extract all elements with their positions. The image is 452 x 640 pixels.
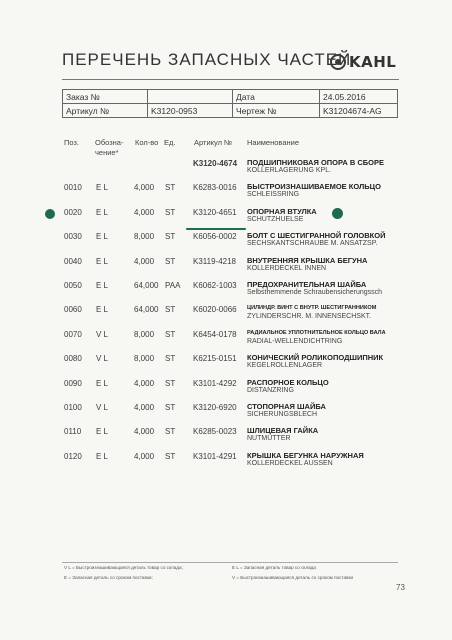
cell-name-ru: КРЫШКА БЕГУНКА НАРУЖНАЯ — [247, 450, 364, 460]
logo-text: KAHL — [349, 53, 397, 71]
cell-designation: V L — [96, 354, 109, 364]
cell-pos: 0040 — [64, 256, 82, 266]
cell-article: K3120-4674 — [193, 159, 238, 168]
cell-designation: E L — [96, 183, 109, 193]
order-value — [148, 90, 233, 104]
cell-name-ru: БОЛТ С ШЕСТИГРАННОЙ ГОЛОВКОЙ — [247, 231, 386, 241]
kahl-logo — [330, 53, 396, 71]
cell-name-de: KOLLERDECKEL INNEN — [247, 264, 327, 272]
table-row — [0, 303, 452, 325]
cell-name-de: SICHERUNGSBLECH — [247, 411, 318, 418]
page-title: ПЕРЕЧЕНЬ ЗАПАСНЫХ ЧАСТЕЙ — [62, 50, 352, 69]
cell-name-ru: БЫСТРОИЗНАШИВАЕМОЕ КОЛЬЦО — [247, 182, 381, 192]
article-label: Артикул № — [63, 104, 148, 118]
col-name: Наименование — [247, 138, 299, 147]
col-pos: Поз. — [64, 138, 79, 147]
col-article: Артикул № — [194, 138, 233, 147]
cell-article: K6062-1003 — [193, 281, 237, 290]
cell-article: K3101-4291 — [193, 451, 237, 461]
cell-article: K3120-6920 — [193, 403, 237, 412]
table-row — [0, 279, 452, 301]
cell-name-ru: ПРЕДОХРАНИТЕЛЬНАЯ ШАЙБА — [247, 280, 367, 289]
cell-unit: ST — [165, 451, 176, 461]
cell-qty: 64,000 — [134, 281, 159, 290]
cell-pos: 0060 — [64, 305, 82, 315]
cell-name-ru: ВНУТРЕННЯЯ КРЫШКА БЕГУНА — [247, 255, 368, 265]
cell-article: K6454-0178 — [193, 329, 237, 339]
cell-unit: ST — [165, 207, 176, 217]
cell-pos: 0080 — [64, 354, 82, 364]
order-label: Заказ № — [63, 90, 148, 104]
cell-article: K6056-0002 — [193, 232, 237, 242]
cell-unit: ST — [165, 256, 176, 266]
cell-name-ru: СТОПОРНАЯ ШАЙБА — [247, 402, 326, 411]
cell-designation: E L — [96, 305, 109, 315]
table-row — [0, 181, 452, 203]
cell-article: K3120-4651 — [193, 207, 237, 217]
cell-pos: 0090 — [64, 378, 82, 388]
cell-article: K6020-0066 — [193, 305, 237, 315]
cell-unit: ST — [165, 427, 176, 437]
cell-name-de: ZYLINDERSCHR. M. INNENSECHSKT. — [247, 313, 372, 321]
table-row — [0, 352, 452, 374]
cell-name-de: SECHSKANTSCHRAUBE M. ANSATZSP. — [247, 240, 378, 248]
cell-qty: 4,000 — [134, 207, 155, 217]
cell-designation: V L — [96, 329, 109, 339]
cell-article: K3101-4292 — [193, 378, 237, 388]
cell-name-de: NUTMUTTER — [247, 435, 291, 443]
cell-designation: E L — [96, 451, 109, 461]
marker-dot-right — [332, 208, 343, 219]
footnote-v: V = Быстроизнашивающаяся деталь со сроком поставки — [232, 575, 354, 580]
cell-qty: 8,000 — [134, 232, 155, 242]
page-number: 73 — [396, 583, 405, 592]
cell-unit: ST — [165, 329, 176, 339]
cell-qty: 8,000 — [134, 329, 155, 339]
col-unit: Ед. — [164, 138, 176, 147]
cell-unit: ST — [165, 183, 176, 193]
cell-qty: 4,000 — [134, 451, 155, 461]
cell-name-ru: ШЛИЦЕВАЯ ГАЙКА — [247, 426, 319, 436]
cell-article: K6285-0023 — [193, 427, 237, 437]
footer-divider — [62, 562, 398, 563]
header-divider — [62, 79, 399, 80]
cell-name-de: SCHUTZHUELSE — [247, 215, 304, 223]
cell-pos: 0070 — [64, 329, 82, 339]
cell-name-de: KOLLERLAGERUNG KPL. — [247, 167, 332, 174]
cell-article: K6283-0016 — [193, 183, 237, 193]
cell-qty: 4,000 — [134, 378, 155, 388]
cell-article: K6215-0151 — [193, 354, 237, 364]
cell-unit: ST — [165, 354, 176, 364]
cell-name-de: RADIAL-WELLENDICHTRING — [247, 337, 343, 345]
marker-underline — [186, 228, 246, 230]
table-row — [0, 450, 452, 472]
cell-name-ru: РАДИАЛЬНОЕ УПЛОТНИТЕЛЬНОЕ КОЛЬЦО ВАЛА — [247, 329, 386, 336]
table-row — [0, 157, 452, 179]
cell-designation: E L — [96, 232, 109, 242]
marker-dot-left — [45, 209, 55, 219]
date-value: 24.05.2016 — [320, 90, 398, 104]
col-qty: Кол-во — [135, 138, 159, 147]
table-row — [0, 328, 452, 350]
footnote-e: E = Запасная деталь со сроком поставки; — [64, 575, 153, 580]
cell-designation: E L — [96, 207, 109, 217]
cell-name-de: DISTANZRING — [247, 386, 294, 394]
cell-designation: E L — [96, 256, 109, 266]
cell-name-de: KOLLERDECKEL AUSSEN — [247, 459, 333, 467]
article-value: K3120-0953 — [148, 104, 233, 118]
cell-pos: 0010 — [64, 183, 82, 193]
cell-designation: E L — [96, 281, 109, 290]
cell-qty: 4,000 — [134, 183, 155, 193]
cell-pos: 0050 — [64, 281, 82, 290]
col-designation: Обозна- чение* — [95, 138, 124, 157]
cell-name-ru: ПОДШИПНИКОВАЯ ОПОРА В СБОРЕ — [247, 158, 384, 167]
cell-designation: E L — [96, 427, 109, 437]
cell-qty: 64,000 — [134, 305, 159, 315]
table-row — [0, 425, 452, 447]
cell-qty: 4,000 — [134, 403, 155, 412]
table-row — [0, 377, 452, 399]
cell-name-ru: ЦИЛИНДР. ВИНТ С ВНУТР. ШЕСТИГРАННИКОМ — [247, 305, 377, 312]
cell-name-ru: КОНИЧЕСКИЙ РОЛИКОПОДШИПНИК — [247, 353, 384, 363]
date-label: Дата — [233, 90, 320, 104]
cell-name-de: Selbsthemmende Schraubensicherungssch — [247, 289, 383, 296]
cell-name-de: KEGELROLLENLAGER — [247, 362, 323, 370]
cell-pos: 0030 — [64, 232, 82, 242]
cell-unit: ST — [165, 232, 176, 242]
cell-pos: 0100 — [64, 403, 82, 412]
cell-designation: V L — [96, 403, 109, 412]
cell-unit: ST — [165, 305, 176, 315]
cell-unit: ST — [165, 378, 176, 388]
drawing-value: K31204674-AG — [320, 104, 398, 118]
cell-designation: E L — [96, 378, 109, 388]
cell-qty: 4,000 — [134, 427, 155, 437]
drawing-label: Чертеж № — [233, 104, 320, 118]
cell-name-de: SCHLEISSRING — [247, 191, 300, 199]
cell-article: K3119-4218 — [193, 256, 236, 266]
table-row — [0, 255, 452, 277]
cell-pos: 0020 — [64, 207, 82, 217]
cell-qty: 4,000 — [134, 256, 155, 266]
cell-name-ru: ОПОРНАЯ ВТУЛКА — [247, 206, 317, 216]
cell-qty: 8,000 — [134, 354, 155, 364]
logo-mark-icon — [330, 54, 346, 70]
order-info-table — [62, 89, 398, 118]
table-row — [0, 401, 452, 423]
cell-unit: ST — [165, 403, 176, 412]
cell-pos: 0120 — [64, 451, 82, 461]
cell-unit: PAA — [165, 281, 181, 290]
table-row — [0, 206, 452, 228]
cell-pos: 0110 — [64, 427, 82, 437]
footnote-vl: V L = Быстроизнашивающаяся деталь товар со склада; — [64, 565, 183, 570]
cell-name-ru: РАСПОРНОЕ КОЛЬЦО — [247, 377, 329, 387]
table-row — [0, 230, 452, 252]
footnote-el: E L = Запасная деталь товар со склада — [232, 565, 316, 570]
